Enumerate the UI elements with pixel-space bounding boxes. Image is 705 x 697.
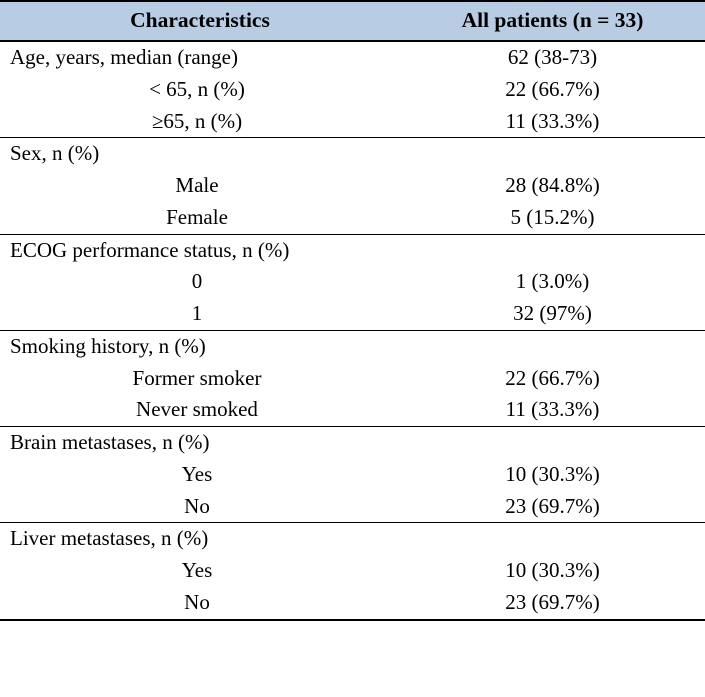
table-row	[0, 394, 705, 426]
row-label: Former smoker	[132, 365, 262, 390]
row-label: 0	[191, 269, 203, 294]
row-value	[400, 427, 705, 459]
row-label: Smoking history, n (%)	[0, 330, 400, 362]
row-value	[400, 523, 705, 555]
row-value: 10 (30.3%)	[505, 558, 600, 583]
row-value	[400, 234, 705, 266]
row-label: Sex, n (%)	[0, 138, 400, 170]
table-row	[0, 330, 705, 362]
table-row	[0, 555, 705, 587]
table-row	[0, 266, 705, 298]
row-label: No	[0, 587, 400, 620]
row-label: < 65, n (%)	[149, 76, 245, 101]
row-value: 11 (33.3%)	[505, 397, 600, 422]
table-row	[0, 138, 705, 170]
column-header-characteristics: Characteristics	[0, 1, 400, 41]
row-value	[400, 138, 705, 170]
row-label: Never smoked	[136, 397, 258, 422]
row-value: 23 (69.7%)	[400, 587, 705, 620]
row-value: 10 (30.3%)	[505, 461, 600, 486]
row-label: No	[184, 493, 210, 518]
row-value	[400, 330, 705, 362]
table-row	[0, 170, 705, 202]
row-value: 32 (97%)	[513, 301, 592, 326]
table-header	[0, 1, 705, 41]
row-value: 28 (84.8%)	[505, 173, 600, 198]
row-value: 62 (38-73)	[507, 45, 598, 69]
row-label: 1	[191, 301, 203, 326]
table-row	[0, 491, 705, 523]
row-value: 22 (66.7%)	[505, 76, 600, 101]
row-label: ≥65, n (%)	[151, 108, 243, 133]
row-label: Liver metastases, n (%)	[0, 523, 400, 555]
table-row	[0, 427, 705, 459]
row-value: 5 (15.2%)	[510, 204, 595, 229]
table-row	[0, 298, 705, 330]
row-value: 22 (66.7%)	[505, 365, 600, 390]
row-label: Age, years, median (range)	[10, 45, 238, 69]
row-label: Brain metastases, n (%)	[0, 427, 400, 459]
table-body	[0, 41, 705, 620]
row-value: 23 (69.7%)	[505, 493, 600, 518]
row-value: 11 (33.3%)	[505, 108, 600, 133]
row-label: Male	[175, 173, 219, 198]
table-header-row	[0, 1, 705, 41]
table-row	[0, 74, 705, 106]
row-label: Female	[166, 204, 228, 229]
table-row	[0, 202, 705, 234]
column-header-all-patients: All patients (n = 33)	[400, 1, 705, 41]
table-row	[0, 363, 705, 395]
row-label: Yes	[181, 558, 213, 583]
table-row	[0, 41, 705, 74]
table-row	[0, 523, 705, 555]
table-row	[0, 459, 705, 491]
row-label: Yes	[181, 461, 213, 486]
table-row	[0, 587, 705, 620]
table-row	[0, 234, 705, 266]
row-label: ECOG performance status, n (%)	[0, 234, 400, 266]
table-row	[0, 106, 705, 138]
row-value: 1 (3.0%)	[515, 269, 590, 294]
